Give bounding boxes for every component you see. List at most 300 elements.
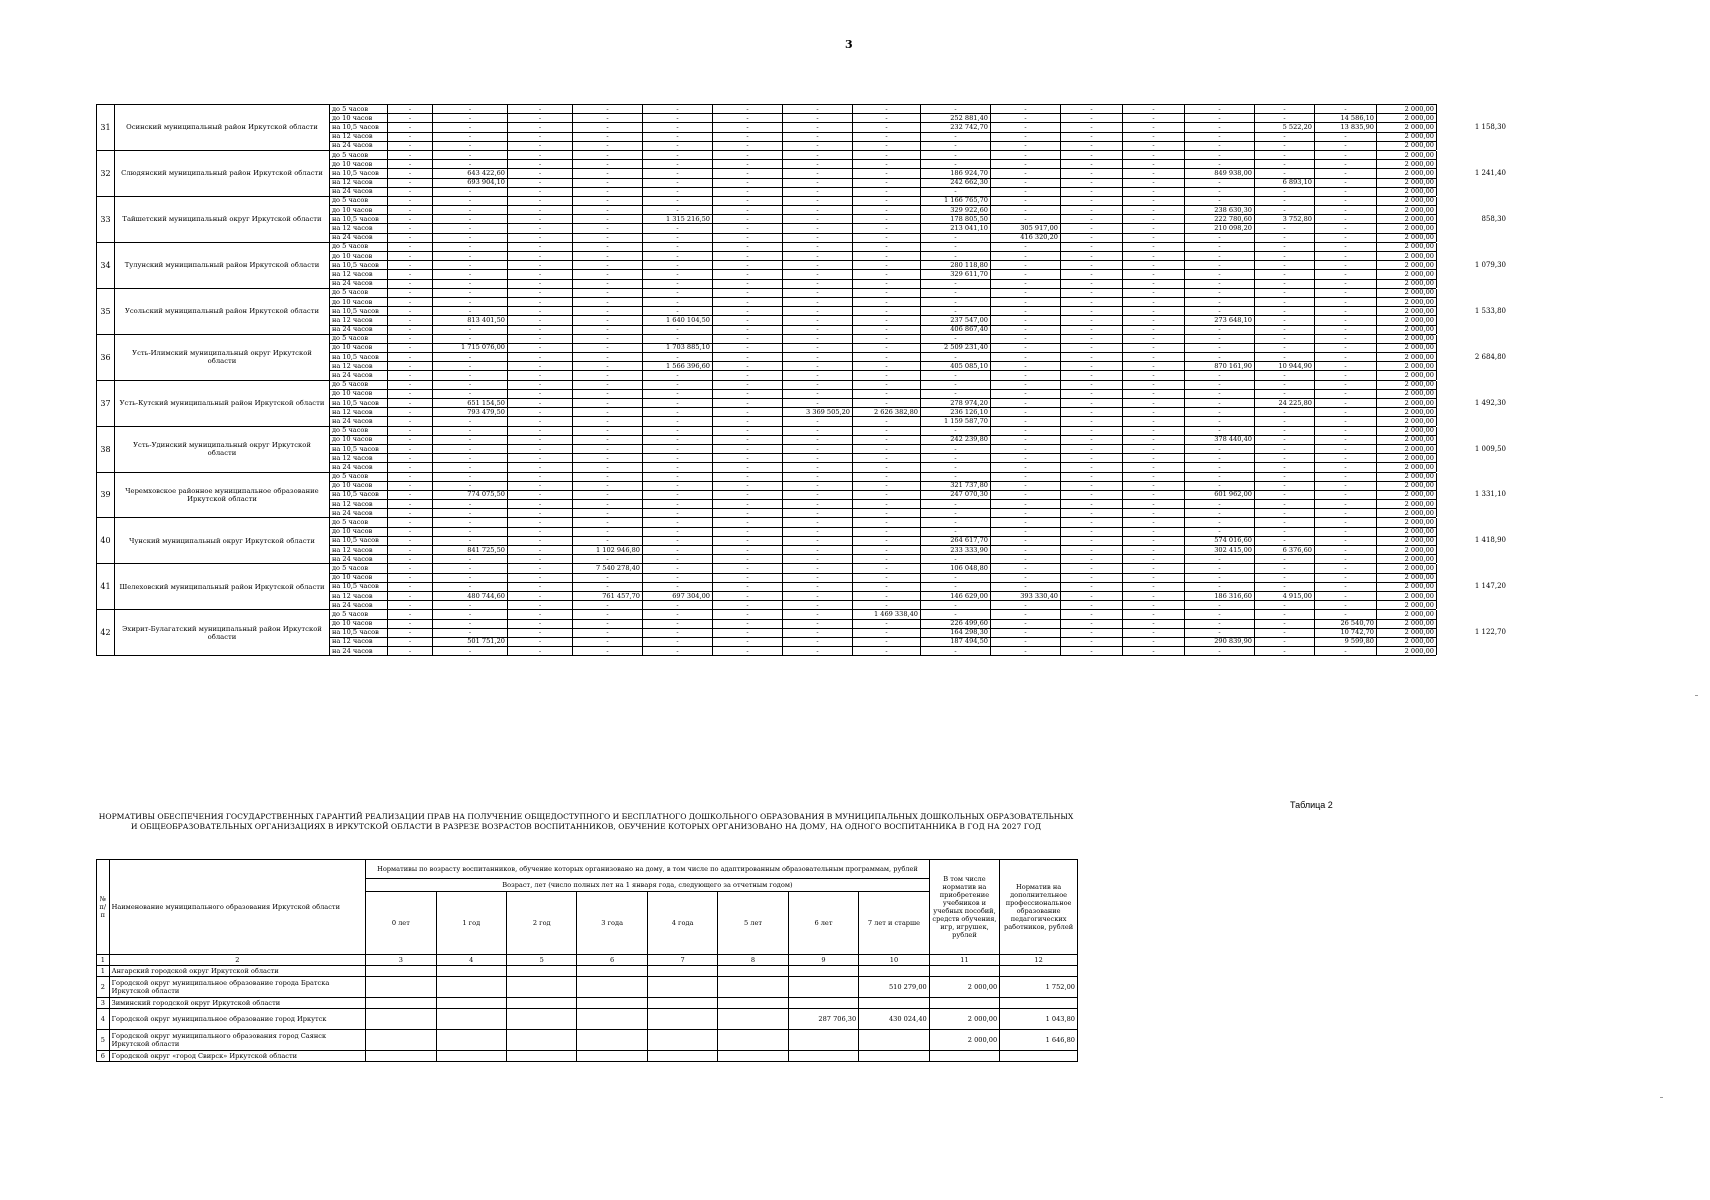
empty-cell: - [1061,546,1123,555]
column-number: 8 [718,955,788,966]
column-number: 2 [109,955,366,966]
empty-cell: - [433,334,508,343]
empty-cell: - [1061,573,1123,582]
empty-cell: - [921,288,991,297]
hours-label: до 5 часов [330,564,388,573]
norm-cell: 2 000,00 [1377,178,1437,187]
empty-cell: - [643,564,713,573]
empty-cell: - [1315,490,1377,499]
empty-cell: - [853,215,921,224]
empty-cell: - [991,270,1061,279]
value-cell: 6 893,10 [1255,178,1315,187]
empty-cell: - [388,619,433,628]
empty-cell: - [388,252,433,261]
hours-label: до 5 часов [330,242,388,251]
district-total: 1 158,30 [1437,105,1509,151]
value-cell: 1 703 885,10 [643,343,713,352]
empty-cell: - [643,334,713,343]
empty-cell: - [991,178,1061,187]
empty-cell: - [921,389,991,398]
empty-cell: - [643,399,713,408]
value-cell: 1 752,00 [1000,977,1078,998]
empty-cell: - [1255,196,1315,205]
hours-label: до 10 часов [330,527,388,536]
empty-cell: - [1315,435,1377,444]
empty-cell: - [573,187,643,196]
value-cell: 13 835,90 [1315,123,1377,132]
empty-cell: - [713,132,783,141]
empty-cell: - [1255,500,1315,509]
empty-cell: - [783,509,853,518]
empty-cell: - [921,647,991,656]
empty-cell: - [1255,150,1315,159]
empty-cell: - [1255,408,1315,417]
empty-cell: - [1123,408,1185,417]
empty-cell: - [1315,316,1377,325]
empty-cell: - [1123,288,1185,297]
empty-cell: - [643,417,713,426]
value-cell: 210 098,20 [1185,224,1255,233]
empty-cell: - [643,224,713,233]
district-number: 33 [97,196,115,242]
empty-cell: - [388,105,433,114]
row-number: 3 [97,998,110,1009]
empty-cell: - [433,518,508,527]
empty-cell: - [508,564,573,573]
table-row [97,610,1509,619]
empty-cell: - [1061,114,1123,123]
empty-cell: - [388,573,433,582]
empty-cell: - [783,637,853,646]
hours-label: на 12 часов [330,500,388,509]
empty-cell: - [713,435,783,444]
empty-cell: - [1315,215,1377,224]
empty-cell: - [1255,426,1315,435]
empty-cell: - [713,527,783,536]
value-cell: 233 333,90 [921,546,991,555]
hours-label: на 12 часов [330,454,388,463]
empty-cell: - [388,380,433,389]
empty-cell: - [508,490,573,499]
empty-cell: - [1123,619,1185,628]
empty-cell: - [1315,233,1377,242]
empty-cell: - [508,297,573,306]
empty-cell: - [1185,334,1255,343]
hours-label: на 24 часов [330,417,388,426]
empty-cell: - [643,169,713,178]
norm-cell: 2 000,00 [1377,297,1437,306]
empty-cell: - [388,527,433,536]
value-cell: 6 376,60 [1255,546,1315,555]
empty-cell: - [853,601,921,610]
empty-cell: - [1255,573,1315,582]
empty-cell: - [1061,417,1123,426]
empty-cell: - [508,353,573,362]
empty-cell: - [853,224,921,233]
empty-cell: - [991,426,1061,435]
value-cell [366,1009,436,1030]
empty-cell: - [991,288,1061,297]
empty-cell: - [1123,500,1185,509]
norm-cell: 2 000,00 [1377,288,1437,297]
value-cell [577,1030,647,1051]
empty-cell: - [991,215,1061,224]
empty-cell: - [1185,389,1255,398]
value-cell: 290 839,90 [1185,637,1255,646]
table-row [97,1030,1078,1051]
empty-cell: - [573,444,643,453]
empty-cell: - [433,150,508,159]
empty-cell: - [643,601,713,610]
empty-cell: - [783,196,853,205]
empty-cell: - [921,509,991,518]
empty-cell: - [991,196,1061,205]
value-cell: 24 225,80 [1255,399,1315,408]
empty-cell: - [1123,178,1185,187]
empty-cell: - [1123,353,1185,362]
empty-cell: - [713,380,783,389]
empty-cell: - [388,334,433,343]
empty-cell: - [783,353,853,362]
column-number: 3 [366,955,436,966]
empty-cell: - [508,307,573,316]
empty-cell: - [1255,647,1315,656]
value-cell: 247 070,30 [921,490,991,499]
hours-label: на 10,5 часов [330,353,388,362]
districts-table [96,104,1509,656]
table-row [97,564,1509,573]
empty-cell: - [713,297,783,306]
empty-cell: - [713,141,783,150]
empty-cell: - [388,215,433,224]
empty-cell: - [508,408,573,417]
empty-cell: - [1315,270,1377,279]
table-row [97,288,1509,297]
empty-cell: - [1185,270,1255,279]
empty-cell: - [853,353,921,362]
empty-cell: - [643,463,713,472]
value-cell [788,966,858,977]
empty-cell: - [713,160,783,169]
empty-cell: - [508,546,573,555]
empty-cell: - [508,150,573,159]
empty-cell: - [1061,435,1123,444]
value-cell [929,1051,999,1062]
empty-cell: - [713,279,783,288]
empty-cell: - [853,454,921,463]
value-cell: 2 509 231,40 [921,343,991,352]
empty-cell: - [1123,435,1185,444]
value-cell: 2 000,00 [929,977,999,998]
empty-cell: - [433,555,508,564]
norm-cell: 2 000,00 [1377,371,1437,380]
empty-cell: - [1123,279,1185,288]
value-cell: 1 159 587,70 [921,417,991,426]
empty-cell: - [1185,417,1255,426]
empty-cell: - [433,601,508,610]
empty-cell: - [388,150,433,159]
empty-cell: - [643,123,713,132]
empty-cell: - [643,637,713,646]
empty-cell: - [783,325,853,334]
empty-cell: - [1123,490,1185,499]
empty-cell: - [508,647,573,656]
empty-cell: - [508,389,573,398]
district-total: 1 147,20 [1437,564,1509,610]
empty-cell: - [433,288,508,297]
empty-cell: - [853,637,921,646]
empty-cell: - [1315,371,1377,380]
district-number: 41 [97,564,115,610]
value-cell: 1 566 396,60 [643,362,713,371]
empty-cell: - [433,270,508,279]
empty-cell: - [1315,279,1377,288]
value-cell: 774 075,50 [433,490,508,499]
district-number: 37 [97,380,115,426]
empty-cell: - [1061,353,1123,362]
empty-cell: - [1255,582,1315,591]
hours-label: до 5 часов [330,472,388,481]
empty-cell: - [1185,160,1255,169]
value-cell: 3 369 505,20 [783,408,853,417]
empty-cell: - [508,123,573,132]
empty-cell: - [573,316,643,325]
table-row [97,196,1509,205]
empty-cell: - [643,628,713,637]
value-cell: 252 881,40 [921,114,991,123]
empty-cell: - [388,297,433,306]
empty-cell: - [1185,463,1255,472]
value-cell [577,1009,647,1030]
empty-cell: - [508,169,573,178]
norm-cell: 2 000,00 [1377,601,1437,610]
empty-cell: - [388,555,433,564]
table-row [97,334,1509,343]
hours-label: на 12 часов [330,316,388,325]
empty-cell: - [1185,509,1255,518]
empty-cell: - [1315,481,1377,490]
empty-cell: - [1123,206,1185,215]
empty-cell: - [783,371,853,380]
empty-cell: - [713,444,783,453]
empty-cell: - [991,325,1061,334]
empty-cell: - [1123,362,1185,371]
empty-cell: - [508,444,573,453]
empty-cell: - [783,573,853,582]
empty-cell: - [783,334,853,343]
empty-cell: - [853,555,921,564]
empty-cell: - [783,536,853,545]
empty-cell: - [1123,187,1185,196]
empty-cell: - [1255,435,1315,444]
hours-label: до 5 часов [330,150,388,159]
empty-cell: - [573,637,643,646]
empty-cell: - [508,399,573,408]
district-name: Эхирит-Булагатский муниципальный район Иркутской области [115,610,330,656]
empty-cell: - [1123,389,1185,398]
empty-cell: - [783,187,853,196]
empty-cell: - [388,444,433,453]
age-header: 2 год [507,892,577,955]
empty-cell: - [853,573,921,582]
value-cell: 378 440,40 [1185,435,1255,444]
empty-cell: - [991,343,1061,352]
empty-cell: - [573,601,643,610]
empty-cell: - [853,582,921,591]
empty-cell: - [433,252,508,261]
empty-cell: - [991,252,1061,261]
empty-cell: - [1185,307,1255,316]
column-number: 12 [1000,955,1078,966]
empty-cell: - [433,573,508,582]
empty-cell: - [1061,472,1123,481]
value-cell: 302 415,00 [1185,546,1255,555]
empty-cell: - [1185,261,1255,270]
district-total: 1 492,30 [1437,380,1509,426]
empty-cell: - [1255,353,1315,362]
norm-cell: 2 000,00 [1377,196,1437,205]
empty-cell: - [573,307,643,316]
empty-cell: - [573,472,643,481]
empty-cell: - [573,582,643,591]
empty-cell: - [1185,178,1255,187]
empty-cell: - [573,619,643,628]
empty-cell: - [1185,187,1255,196]
empty-cell: - [853,371,921,380]
empty-cell: - [1255,316,1315,325]
empty-cell: - [1123,518,1185,527]
empty-cell: - [643,546,713,555]
empty-cell: - [1061,647,1123,656]
empty-cell: - [573,518,643,527]
empty-cell: - [508,628,573,637]
empty-cell: - [921,279,991,288]
empty-cell: - [713,196,783,205]
empty-cell: - [388,279,433,288]
empty-cell: - [388,435,433,444]
district-name: Черемховское районное муниципальное образование Иркутской области [115,472,330,518]
norm-cell: 2 000,00 [1377,389,1437,398]
empty-cell: - [573,399,643,408]
empty-cell: - [643,371,713,380]
empty-cell: - [1255,518,1315,527]
empty-cell: - [853,527,921,536]
norm-cell: 2 000,00 [1377,417,1437,426]
empty-cell: - [1123,196,1185,205]
empty-cell: - [1315,178,1377,187]
hours-label: на 12 часов [330,270,388,279]
value-cell [788,1030,858,1051]
empty-cell: - [643,573,713,582]
empty-cell: - [1315,380,1377,389]
empty-cell: - [853,500,921,509]
empty-cell: - [388,325,433,334]
empty-cell: - [508,334,573,343]
empty-cell: - [921,463,991,472]
district-name: Усть-Илимский муниципальный округ Иркутской области [115,334,330,380]
value-cell: 278 974,20 [921,399,991,408]
table-row [97,105,1509,114]
value-cell [647,1051,717,1062]
empty-cell: - [713,601,783,610]
empty-cell: - [433,160,508,169]
value-cell: 574 016,60 [1185,536,1255,545]
hours-label: до 10 часов [330,481,388,490]
hours-label: до 5 часов [330,196,388,205]
empty-cell: - [853,628,921,637]
value-cell [507,1030,577,1051]
empty-cell: - [1255,242,1315,251]
value-cell [647,966,717,977]
age-header: 4 года [647,892,717,955]
empty-cell: - [643,105,713,114]
row-number: 2 [97,977,110,998]
empty-cell: - [1255,307,1315,316]
hours-label: до 5 часов [330,334,388,343]
empty-cell: - [508,178,573,187]
empty-cell: - [433,536,508,545]
empty-cell: - [643,490,713,499]
empty-cell: - [433,500,508,509]
empty-cell: - [643,582,713,591]
empty-cell: - [1255,481,1315,490]
empty-cell: - [713,536,783,545]
empty-cell: - [991,132,1061,141]
empty-cell: - [991,187,1061,196]
value-cell: 2 000,00 [929,1009,999,1030]
value-cell: 186 924,70 [921,169,991,178]
empty-cell: - [388,353,433,362]
hours-label: до 5 часов [330,288,388,297]
norm-cell: 2 000,00 [1377,353,1437,362]
empty-cell: - [783,252,853,261]
district-total: 1 009,50 [1437,426,1509,472]
table-row [97,1009,1078,1030]
empty-cell: - [1315,463,1377,472]
empty-cell: - [508,132,573,141]
empty-cell: - [508,573,573,582]
empty-cell: - [643,380,713,389]
empty-cell: - [853,270,921,279]
hours-label: до 10 часов [330,435,388,444]
empty-cell: - [433,224,508,233]
value-cell [577,977,647,998]
empty-cell: - [1315,555,1377,564]
empty-cell: - [1061,334,1123,343]
empty-cell: - [1185,426,1255,435]
empty-cell: - [573,215,643,224]
empty-cell: - [1061,105,1123,114]
norm-cell: 2 000,00 [1377,206,1437,215]
empty-cell: - [1185,619,1255,628]
empty-cell: - [1061,252,1123,261]
norm-cell: 2 000,00 [1377,509,1437,518]
value-cell: 321 737,80 [921,481,991,490]
empty-cell: - [1061,279,1123,288]
empty-cell: - [1061,270,1123,279]
hours-label: на 24 часов [330,233,388,242]
empty-cell: - [713,417,783,426]
empty-cell: - [1185,481,1255,490]
empty-cell: - [433,389,508,398]
empty-cell: - [643,527,713,536]
empty-cell: - [508,362,573,371]
empty-cell: - [643,619,713,628]
value-cell: 242 239,80 [921,435,991,444]
empty-cell: - [853,435,921,444]
empty-cell: - [1185,564,1255,573]
empty-cell: - [783,279,853,288]
